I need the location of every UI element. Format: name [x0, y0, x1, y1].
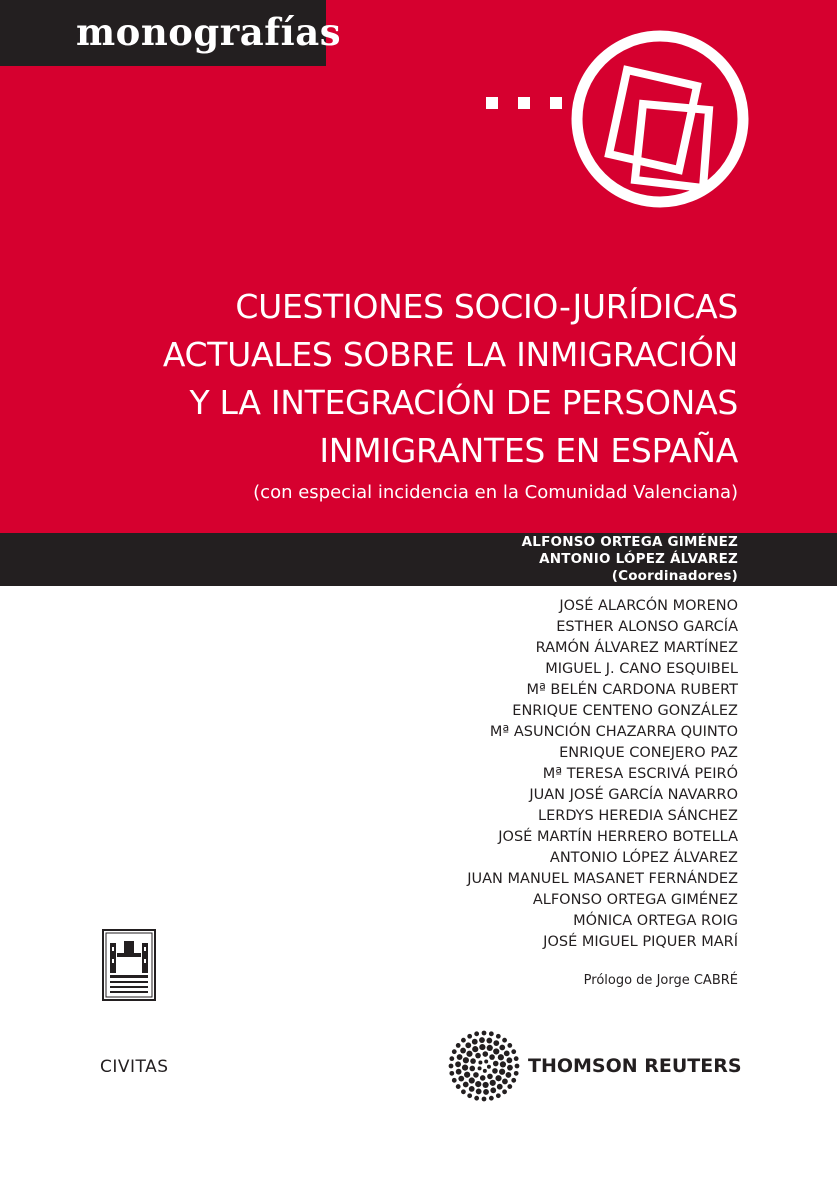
logo-dot [489, 1031, 494, 1036]
monografias-logo-icon [569, 28, 751, 210]
logo-dot [499, 1069, 505, 1075]
author-name: JUAN MANUEL MASANET FERNÁNDEZ [467, 871, 738, 887]
logo-dot [507, 1065, 513, 1071]
logo-dot [465, 1042, 471, 1048]
logo-dot [482, 1051, 488, 1057]
ellipsis-dots-icon [486, 97, 562, 109]
logo-dot [461, 1038, 466, 1043]
logo-dot [449, 1056, 454, 1061]
logo-dot [458, 1076, 464, 1082]
logo-dot [502, 1089, 507, 1094]
logo-dot [466, 1051, 472, 1057]
logo-dot [495, 1075, 501, 1081]
logo-dot [462, 1065, 468, 1071]
author-name: ESTHER ALONSO GARCÍA [556, 619, 738, 635]
author-name: Mª TERESA ESCRIVÁ PEIRÓ [542, 766, 738, 782]
logo-dot [490, 1087, 496, 1093]
logo-dot [474, 1096, 479, 1101]
author-name: Mª BELÉN CARDONA RUBERT [526, 682, 738, 698]
logo-dot [478, 1066, 482, 1070]
logo-dot [514, 1056, 519, 1061]
logo-dot [482, 1097, 487, 1102]
series-tab [0, 0, 342, 66]
logo-dot [492, 1068, 498, 1074]
logo-dot [457, 1054, 463, 1060]
author-name: MIGUEL J. CANO ESQUIBEL [545, 661, 738, 677]
coordinator-name: ANTONIO LÓPEZ ÁLVAREZ [539, 551, 738, 567]
logo-dot [496, 1093, 501, 1098]
author-name: JUAN JOSÉ GARCÍA NAVARRO [529, 787, 738, 803]
logo-dot [502, 1079, 508, 1085]
logo-dot [452, 1078, 457, 1083]
logo-dot [499, 1045, 505, 1051]
logo-dot [479, 1037, 485, 1043]
logo-dot [463, 1082, 469, 1088]
author-name: ALFONSO ORTEGA GIMÉNEZ [532, 892, 738, 908]
logo-dot [511, 1049, 516, 1054]
logo-dot [486, 1038, 492, 1044]
imprint-civitas: CIVITAS [100, 1057, 169, 1077]
logo-dot [449, 1071, 454, 1076]
book-subtitle: (con especial incidencia en la Comunidad Valenciana) [253, 482, 738, 503]
logo-dot [474, 1031, 479, 1036]
logo-dot [467, 1093, 472, 1098]
logo-dot [463, 1057, 469, 1063]
logo-dot [482, 1031, 487, 1036]
logo-dot [483, 1089, 489, 1095]
thomson-reuters-dots-icon [448, 1030, 520, 1102]
logo-dot [472, 1046, 478, 1052]
coordinators-band [0, 533, 837, 586]
author-name: ENRIQUE CENTENO GONZÁLEZ [512, 703, 738, 719]
logo-dot [469, 1066, 475, 1072]
author-list [238, 596, 738, 953]
logo-dot [475, 1053, 481, 1059]
logo-dot [484, 1060, 488, 1064]
logo-dot [496, 1034, 501, 1039]
logo-dot [514, 1071, 519, 1076]
logo-dot [483, 1069, 487, 1073]
logo-dot [493, 1061, 499, 1067]
logo-dot [493, 1048, 499, 1054]
logo-dot [469, 1086, 475, 1092]
logo-dot [475, 1081, 481, 1087]
logo-dot [504, 1050, 510, 1056]
logo-dot [473, 1072, 479, 1078]
author-name: RAMÓN ÁLVAREZ MARTÍNEZ [535, 640, 738, 656]
logo-dot [456, 1043, 461, 1048]
author-name: JOSÉ ALARCÓN MORENO [559, 598, 738, 614]
publisher-thomson-reuters: THOMSON REUTERS [528, 1055, 742, 1077]
logo-dot [479, 1044, 485, 1050]
logo-dot [511, 1078, 516, 1083]
coordinator-name: ALFONSO ORTEGA GIMÉNEZ [521, 534, 738, 550]
logo-dot [497, 1084, 503, 1090]
logo-dot [506, 1057, 512, 1063]
book-title: CUESTIONES SOCIO-JURÍDICAS ACTUALES SOBRE LA INMIGRACIÓN Y LA INTEGRACIÓN DE PERSONAS INMIGRANTES EN ESPAÑA [162, 287, 738, 470]
logo-dot [498, 1054, 504, 1060]
author-name: MÓNICA ORTEGA ROIG [573, 913, 738, 929]
author-name: ENRIQUE CONEJERO PAZ [559, 745, 738, 761]
logo-dot [489, 1096, 494, 1101]
logo-dot [456, 1084, 461, 1089]
logo-dot [476, 1089, 482, 1095]
logo-dot [487, 1045, 493, 1051]
logo-dot [493, 1040, 499, 1046]
logo-dot [460, 1048, 466, 1054]
author-name: LERDYS HEREDIA SÁNCHEZ [538, 808, 738, 824]
logo-dot [469, 1077, 475, 1083]
logo-dot [480, 1075, 486, 1081]
series-label: monografías [76, 10, 342, 54]
logo-dot [452, 1049, 457, 1054]
coordinators-role: (Coordinadores) [611, 568, 738, 584]
logo-dot [506, 1072, 512, 1078]
logo-dot [500, 1061, 506, 1067]
logo-dot [472, 1039, 478, 1045]
logo-dot [464, 1072, 470, 1078]
logo-dot [507, 1084, 512, 1089]
logo-dot [449, 1064, 454, 1069]
logo-dot [487, 1065, 491, 1069]
logo-dot [470, 1058, 476, 1064]
logo-dot [490, 1080, 496, 1086]
author-name: JOSÉ MARTÍN HERRERO BOTELLA [498, 829, 738, 845]
logo-dot [461, 1089, 466, 1094]
building-seal-icon [102, 929, 156, 1001]
prologue-credit: Prólogo de Jorge CABRÉ [583, 973, 738, 988]
logo-dot [478, 1061, 482, 1065]
logo-dot [489, 1054, 495, 1060]
logo-dot [507, 1043, 512, 1048]
author-name: JOSÉ MIGUEL PIQUER MARÍ [543, 934, 738, 950]
logo-dot [487, 1074, 493, 1080]
logo-dot [455, 1061, 461, 1067]
logo-dot [515, 1064, 520, 1069]
author-name: ANTONIO LÓPEZ ÁLVAREZ [549, 850, 738, 866]
logo-dot [456, 1069, 462, 1075]
author-name: Mª ASUNCIÓN CHAZARRA QUINTO [489, 724, 738, 740]
logo-dot [502, 1038, 507, 1043]
logo-dot [467, 1034, 472, 1039]
logo-dot [483, 1082, 489, 1088]
